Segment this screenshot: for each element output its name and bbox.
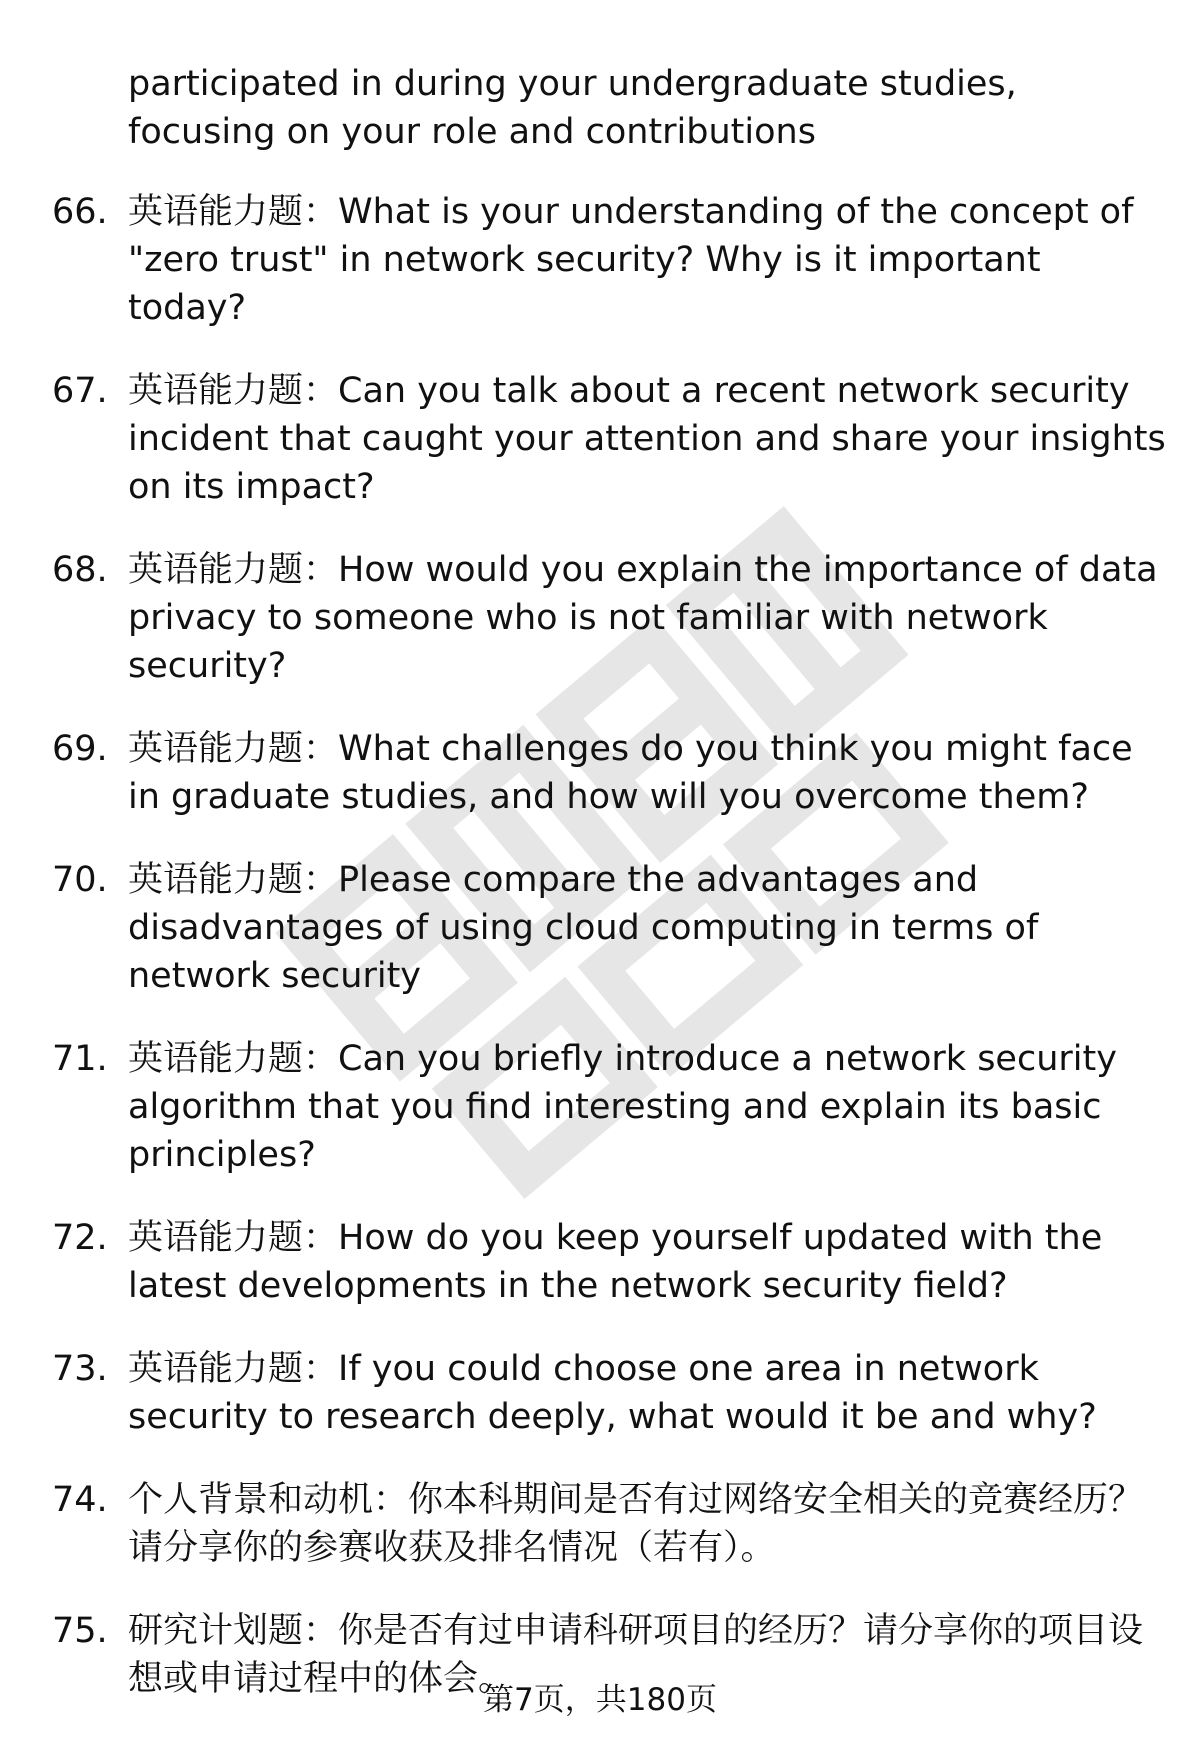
question-category: 英语能力题：: [128, 1349, 339, 1389]
question-text: How would you explain the importance of data privacy to someone who is not familiar with network security?: [128, 550, 1158, 686]
question-category: 英语能力题：: [128, 371, 339, 411]
question-category: 英语能力题：: [128, 1039, 339, 1079]
question-list: [0, 188, 1200, 1738]
question-text: 你本科期间是否有过网络安全相关的竞赛经历？请分享你的参赛收获及排名情况（若有）。: [128, 1480, 1144, 1568]
question-item: [0, 856, 1168, 1000]
question-category: 英语能力题：: [128, 729, 339, 769]
question-text: If you could choose one area in network security to research deeply, what would it be and why?: [128, 1349, 1097, 1437]
question-number: 74.: [52, 1480, 108, 1520]
question-number: 70.: [52, 860, 108, 900]
question-item: [0, 1214, 1168, 1310]
question-item: [0, 1345, 1168, 1441]
question-number: 68.: [52, 550, 108, 590]
question-text: 你是否有过申请科研项目的经历？请分享你的项目设想或申请过程中的体会。: [128, 1611, 1144, 1699]
question-text: Please compare the advantages and disadvantages of using cloud computing in terms of network security: [128, 860, 1039, 996]
question-category: 英语能力题：: [128, 1218, 339, 1258]
question-text: How do you keep yourself updated with the latest developments in the network security field?: [128, 1218, 1103, 1306]
question-text: Can you talk about a recent network security incident that caught your attention and share your insights on its impact?: [128, 371, 1166, 507]
question-item: [0, 1035, 1168, 1179]
question-item: [0, 1476, 1168, 1572]
question-number: 72.: [52, 1218, 108, 1258]
question-number: 67.: [52, 371, 108, 411]
question-number: 66.: [52, 192, 108, 232]
question-category: 研究计划题：: [128, 1611, 339, 1651]
question-item: [0, 725, 1168, 821]
question-number: 75.: [52, 1611, 108, 1651]
question-number: 73.: [52, 1349, 108, 1389]
question-category: 英语能力题：: [128, 192, 339, 232]
question-item: [0, 367, 1168, 511]
question-item: [0, 546, 1168, 690]
question-text: What is your understanding of the concept of "zero trust" in network security? Why is it important today?: [128, 192, 1134, 328]
question-number: 71.: [52, 1039, 108, 1079]
question-text: What challenges do you think you might face in graduate studies, and how will you overcome them?: [128, 729, 1133, 817]
question-item: [0, 188, 1168, 332]
question-text: Can you briefly introduce a network security algorithm that you find interesting and explain its basic principles?: [128, 1039, 1117, 1175]
question-category: 英语能力题：: [128, 550, 339, 590]
question-category: 个人背景和动机：: [128, 1480, 409, 1520]
page-footer: 第7页，共180页: [483, 1682, 717, 1718]
question-number: 69.: [52, 729, 108, 769]
continuation-text: participated in during your undergraduate studies, focusing on your role and contributions: [128, 64, 1017, 152]
question-category: 英语能力题：: [128, 860, 339, 900]
